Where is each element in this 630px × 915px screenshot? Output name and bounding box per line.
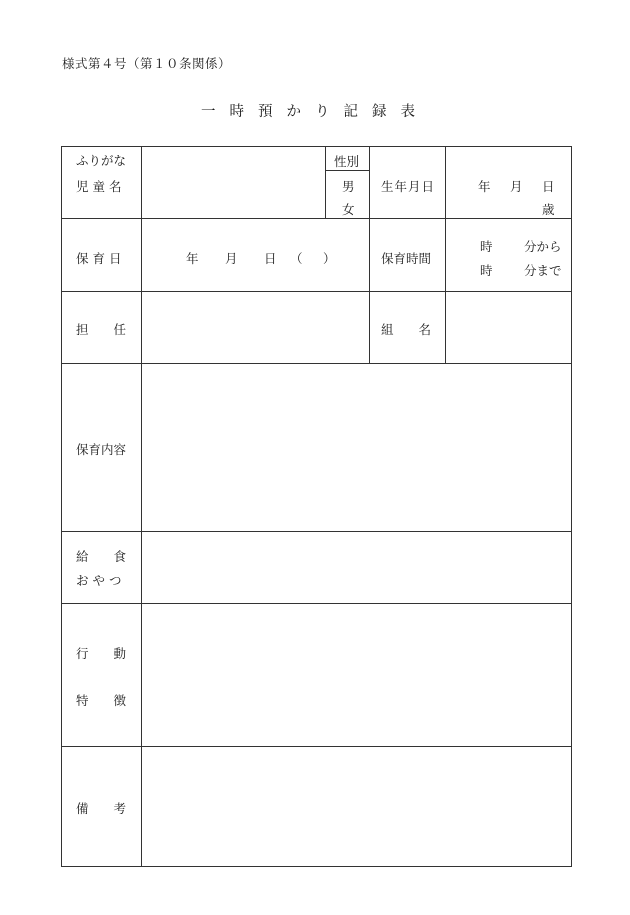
care-content-field[interactable] — [142, 364, 571, 531]
birthdate-year-unit: 年 — [478, 179, 491, 194]
meal-label: 給 食 — [76, 549, 127, 564]
remarks-field[interactable] — [142, 747, 571, 866]
furigana-label: ふりがな — [76, 153, 127, 168]
snack-label: お や つ — [76, 573, 122, 588]
care-date-month-unit: 月 — [225, 251, 238, 266]
behavior-field[interactable] — [142, 604, 571, 746]
birthdate-label: 生年月日 — [381, 179, 436, 194]
teacher-label: 担 任 — [76, 322, 127, 337]
care-date-day-unit: 日 — [264, 251, 277, 266]
age-unit: 歳 — [542, 202, 555, 217]
care-time-field[interactable] — [446, 219, 571, 291]
care-date-weekday-open: （ — [290, 251, 303, 266]
care-time-to-minute: 分まで — [524, 263, 562, 278]
care-date-year-unit: 年 — [186, 251, 199, 266]
features-label: 特 徴 — [76, 693, 127, 708]
gender-female-option[interactable]: 女 — [342, 202, 355, 217]
teacher-field[interactable] — [142, 292, 369, 363]
birthdate-month-unit: 月 — [510, 179, 523, 194]
remarks-label: 備 考 — [76, 801, 127, 816]
care-time-from-minute: 分から — [524, 239, 562, 254]
gender-label: 性別 — [334, 154, 360, 169]
behavior-label: 行 動 — [76, 646, 127, 661]
form-number: 様式第４号（第１０条関係） — [62, 56, 232, 71]
care-content-label: 保育内容 — [76, 442, 127, 457]
care-date-weekday-close: ） — [323, 251, 336, 266]
care-time-to-hour: 時 — [480, 263, 493, 278]
meal-field[interactable] — [142, 532, 571, 603]
gender-male-option[interactable]: 男 — [342, 179, 355, 194]
care-date-label: 保 育 日 — [76, 251, 122, 266]
care-time-label: 保育時間 — [381, 251, 432, 266]
birthdate-day-unit: 日 — [542, 179, 555, 194]
care-time-from-hour: 時 — [480, 239, 493, 254]
child-name-label: 児 童 名 — [76, 179, 122, 194]
class-label: 組 名 — [381, 322, 432, 337]
child-name-field[interactable] — [142, 147, 325, 218]
form-title: 一時預かり記録表 — [201, 104, 429, 120]
class-field[interactable] — [446, 292, 571, 363]
